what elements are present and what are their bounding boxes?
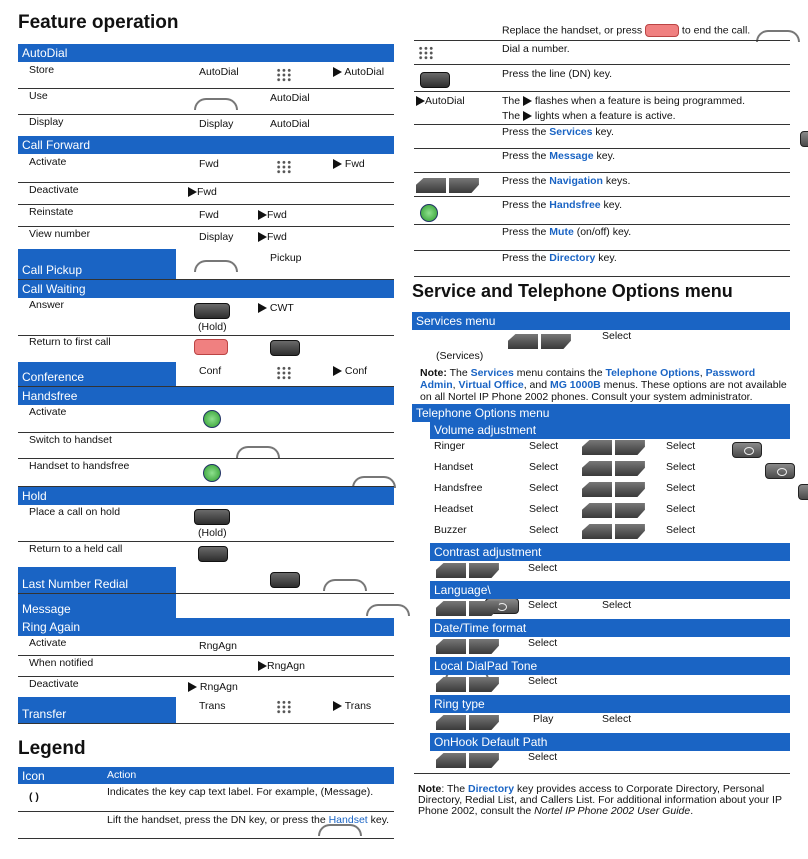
autodial-use-row: Use AutoDial [18,90,394,114]
triangle-icon [258,210,267,220]
triangle-icon [333,701,342,711]
dialpad-icon [418,46,434,60]
services-key-icon [732,442,762,458]
release-key-icon [645,24,679,37]
triangle-icon [416,96,425,106]
cfwd-reinstate-row: Reinstate Fwd Fwd [29,206,287,221]
onhook-header: OnHook Default Path [430,733,790,751]
dialpad-icon [276,68,292,82]
triangle-icon [258,661,267,671]
cfwd-deactivate-row: Deactivate Fwd [29,184,217,198]
triangle-icon [258,232,267,242]
autodial-header: AutoDial [18,44,394,62]
lnr-header: Last Number Redial [18,567,176,593]
dialpad-icon [276,700,292,714]
hold-header: Hold [18,487,394,505]
services-key-icon [800,131,808,147]
handsfree-icon [203,410,221,428]
hold-key-icon [194,509,230,525]
triangle-icon [188,682,197,692]
handsfree-icon [420,204,438,222]
handset-icon [194,258,234,270]
telephone-options-header: Telephone Options menu [412,404,790,422]
volume-rows: Ringer Select Select Handset Select Select Handsfree Select Select Headset Select Select Buzzer Select Select [434,440,790,544]
ringagain-header: Ring Again [18,618,394,636]
triangle-icon [333,67,342,77]
conference-header: Conference [18,362,176,386]
dialpad-icon [276,160,292,174]
callwaiting-header: Call Waiting [18,280,394,298]
handset-icon [236,444,276,456]
dialpad-tone-header: Local DialPad Tone [430,657,790,675]
handset-down-icon [756,28,796,40]
triangle-icon [333,159,342,169]
handset-icon [366,602,406,614]
dialpad-icon [276,366,292,380]
nav-left-icon [416,178,446,193]
line-key-icon [198,546,228,562]
handset-icon [194,96,234,108]
handsfree-header: Handsfree [18,387,394,405]
release-key-icon [194,339,228,355]
line-key-icon [420,72,450,88]
autodial-display-row: Display Display AutoDial [29,116,310,130]
handset-down-icon [352,474,392,486]
page-title: Feature operation [18,12,179,33]
cfwd-view-row: View number Display Fwd [29,228,287,243]
contrast-header: Contrast adjustment [430,543,790,561]
cfwd-activate-row: Activate Fwd Fwd [18,156,394,182]
handsfree-icon [203,464,221,482]
message-header: Message [18,594,176,618]
nav-right-icon [449,178,479,193]
handset-icon [323,577,363,589]
language-header: Language\ [430,581,790,599]
services-menu-header: Services menu [412,312,790,330]
triangle-icon [188,187,197,197]
triangle-icon [333,366,342,376]
callpickup-header: Call Pickup [18,249,176,279]
ringtype-header: Ring type [430,695,790,713]
legend-title: Legend [18,738,86,759]
transfer-header: Transfer [18,697,176,723]
line-key-icon [270,572,300,588]
callforward-header: Call Forward [18,136,394,154]
line-key-icon [194,303,230,319]
datetime-header: Date/Time format [430,619,790,637]
autodial-store-row: Store AutoDial AutoDial [18,64,394,88]
line-key-icon [270,340,300,356]
volume-header: Volume adjustment [430,421,790,439]
triangle-icon [258,303,267,313]
svc-title: Service and Telephone Options menu [412,281,733,301]
